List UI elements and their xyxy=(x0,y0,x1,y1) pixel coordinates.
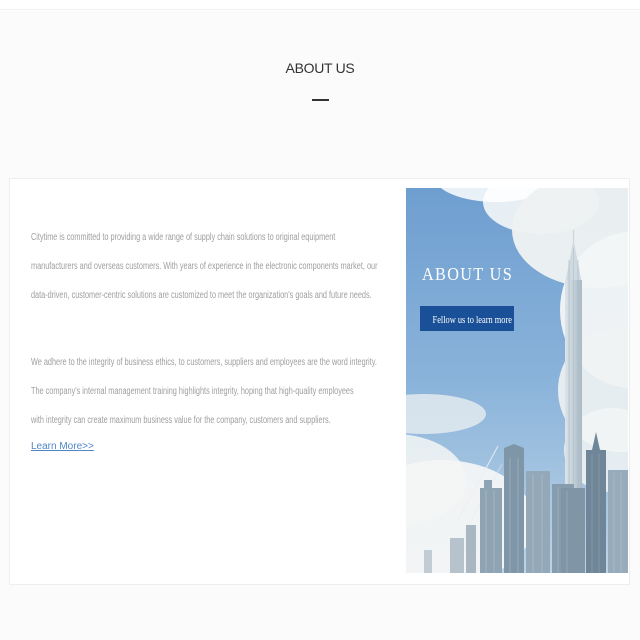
about-paragraph-2 xyxy=(31,348,411,435)
paragraph-line: The company's internal management training highlights integrity, hoping that high-quality employees xyxy=(31,386,354,397)
paragraph-line: with integrity can create maximum business value for the company, customers and suppliers. xyxy=(31,415,331,426)
about-promo-image[interactable] xyxy=(406,188,628,573)
top-section-divider xyxy=(0,0,640,10)
about-card xyxy=(9,178,630,585)
about-text-column xyxy=(31,223,411,435)
section-title: ABOUT US xyxy=(285,60,355,76)
follow-us-banner[interactable] xyxy=(420,306,514,331)
paragraph-line: data-driven, customer-centric solutions are customized to meet the organization's goals and future needs. xyxy=(31,290,372,301)
title-underline-dash xyxy=(312,99,329,101)
follow-us-banner-label: Fellow us to learn more xyxy=(432,314,512,326)
learn-more-link[interactable]: Learn More>> xyxy=(31,441,94,452)
city-skyline-image xyxy=(406,188,628,573)
about-paragraph-1 xyxy=(31,223,411,310)
paragraph-line: manufacturers and overseas customers. With years of experience in the electronic components market, our xyxy=(31,261,378,272)
photo-title: ABOUT US xyxy=(422,264,514,284)
paragraph-line: Citytime is committed to providing a wide range of supply chain solutions to original equipment xyxy=(31,232,336,243)
paragraph-line: We adhere to the integrity of business ethics, to customers, suppliers and employees are the word integrity. xyxy=(31,357,377,368)
